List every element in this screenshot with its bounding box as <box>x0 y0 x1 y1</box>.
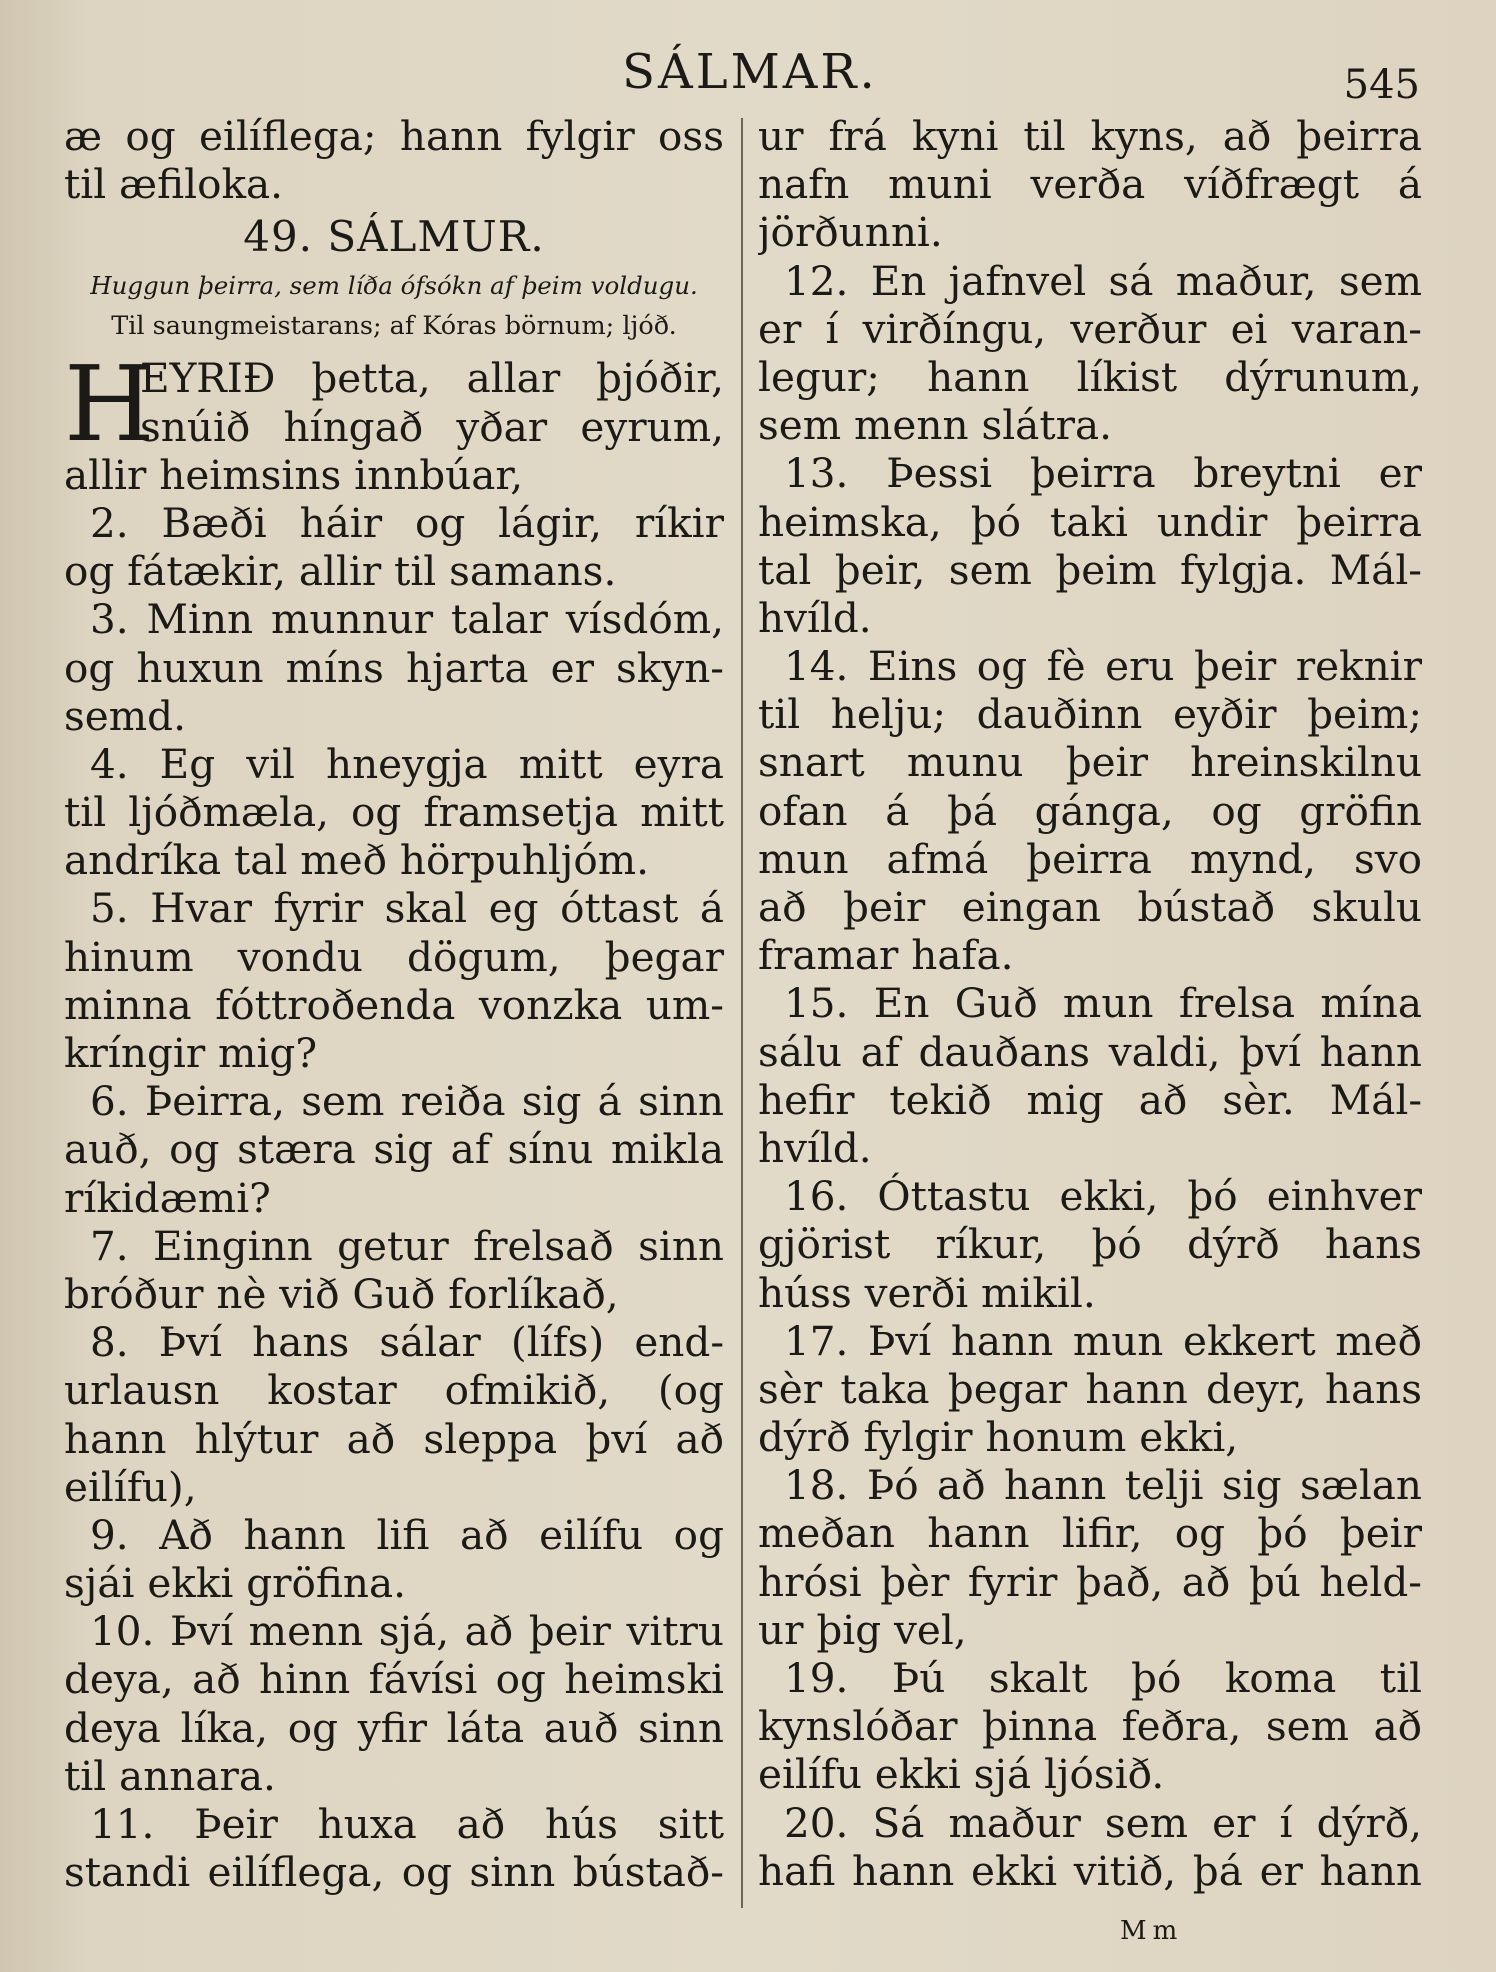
text-line: meðan hann lifir, og þó þeir <box>758 1509 1422 1558</box>
verse-line: 11. Þeir huxa að hús sitt <box>90 1800 724 1848</box>
text-line: hann hlýtur að sleppa því að <box>64 1414 724 1463</box>
verse-line: 9. Að hann lifi að eilífu og <box>90 1510 724 1559</box>
text-line: tal þeir, sem þeim fylgja. Mál- <box>758 545 1422 594</box>
text-line: eilífu ekki sjá ljósið. <box>758 1750 1165 1799</box>
page-number: 545 <box>1343 62 1420 108</box>
text-line: legur; hann líkist dýrunum, <box>758 352 1422 401</box>
verse-line: 13. Þessi þeirra breytni er <box>784 449 1422 498</box>
text-line: sálu af dauðans valdi, því hann <box>758 1027 1422 1076</box>
column-divider <box>741 118 743 1908</box>
text-line: EYRIÐ þetta, allar þjóðir, <box>140 354 724 403</box>
text-line: er í virðíngu, verður ei varan- <box>758 304 1422 353</box>
verse-line: 10. Því menn sjá, að þeir vitru <box>90 1607 724 1656</box>
text-line: semd. <box>64 691 186 740</box>
verse-line: 3. Minn munnur talar vísdóm, <box>90 595 724 644</box>
psalm-subtitle: Huggun þeirra, sem líða ófsókn af þeim voldugu. <box>90 271 698 301</box>
text-line: og fátækir, allir til samans. <box>64 547 617 596</box>
text-line: deya líka, og yfir láta auð sinn <box>64 1703 724 1752</box>
text-line: hvíld. <box>758 593 872 642</box>
text-line: jörðunni. <box>758 208 943 257</box>
verse-line: 6. Þeirra, sem reiða sig á sinn <box>90 1077 724 1126</box>
text-line: bróður nè við Guð forlíkað, <box>64 1269 619 1318</box>
verse-line: 20. Sá maður sem er í dýrð, <box>784 1798 1422 1847</box>
text-line: til annara. <box>64 1751 276 1800</box>
text-line: kynslóðar þinna feðra, sem að <box>758 1702 1422 1751</box>
text-line: deya, að hinn fávísi og heimski <box>64 1655 724 1704</box>
verse-line: 2. Bæði háir og lágir, ríkir <box>90 498 724 547</box>
text-line: til æfiloka. <box>64 160 284 209</box>
text-line: ur þig vel, <box>758 1605 967 1654</box>
text-line: ríkidæmi? <box>64 1173 271 1222</box>
drop-capital: H <box>64 343 155 466</box>
verse-line: 5. Hvar fyrir skal eg óttast á <box>90 884 724 933</box>
verse-line: 14. Eins og fè eru þeir reknir <box>784 642 1422 691</box>
text-line: æ og eilíflega; hann fylgir oss <box>64 112 724 160</box>
left-column <box>64 112 724 1896</box>
text-line: allir heimsins innbúar, <box>64 450 524 499</box>
dropcap-paragraph <box>64 343 724 466</box>
verse-line: 16. Óttastu ekki, þó einhver <box>784 1172 1422 1221</box>
text-line: andríka tal með hörpuhljóm. <box>64 836 649 885</box>
text-line: og huxun míns hjarta er skyn- <box>64 643 724 692</box>
verse-line: 7. Einginn getur frelsað sinn <box>90 1221 724 1270</box>
text-line: sjái ekki gröfina. <box>64 1559 406 1608</box>
text-line: hrósi þèr fyrir það, að þú held- <box>758 1557 1422 1606</box>
text-line: sèr taka þegar hann deyr, hans <box>758 1364 1422 1413</box>
text-line: heimska, þó taki undir þeirra <box>758 497 1422 546</box>
verse-line: 17. Því hann mun ekkert með <box>784 1316 1422 1365</box>
text-line: dýrð fylgir honum ekki, <box>758 1413 1239 1462</box>
text-line: til helju; dauðinn eyðir þeim; <box>758 690 1422 739</box>
signature-mark: Mm <box>1120 1916 1184 1946</box>
text-line: ofan á þá gánga, og gröfin <box>758 786 1422 835</box>
text-line: nafn muni verða víðfrægt á <box>758 160 1422 209</box>
text-line: kríngir mig? <box>64 1029 318 1077</box>
verse-line: 12. En jafnvel sá maður, sem <box>784 256 1422 305</box>
text-line: urlausn kostar ofmikið, (og <box>64 1366 724 1415</box>
text-line: eilífu), <box>64 1462 197 1511</box>
right-column <box>758 112 1422 1895</box>
text-line: hafi hann ekki vitið, þá er hann <box>758 1846 1422 1895</box>
text-line: snart munu þeir hreinskilnu <box>758 738 1422 787</box>
text-line: standi eilíflega, og sinn bústað- <box>64 1848 724 1897</box>
running-title: SÁLMAR. <box>622 44 878 100</box>
text-line: gjörist ríkur, þó dýrð hans <box>758 1220 1422 1269</box>
text-line: minna fóttroðenda vonzka um- <box>64 980 724 1029</box>
text-line: ur frá kyni til kyns, að þeirra <box>758 112 1422 160</box>
text-line: framar hafa. <box>758 931 1014 980</box>
text-line: hvíld. <box>758 1123 872 1172</box>
verse-line: 15. En Guð mun frelsa mína <box>784 979 1422 1028</box>
text-line: hefir tekið mig að sèr. Mál- <box>758 1075 1422 1124</box>
running-head <box>0 44 1496 108</box>
verse-line: 8. Því hans sálar (lífs) end- <box>90 1318 724 1367</box>
text-line: húss verði mikil. <box>758 1268 1096 1317</box>
text-line: til ljóðmæla, og framsetja mitt <box>64 788 724 837</box>
verse-line: 18. Þó að hann telji sig sælan <box>784 1461 1422 1510</box>
psalm-instruction: Til saungmeistarans; af Kóras börnum; ljóð. <box>111 311 677 342</box>
text-line: mun afmá þeirra mynd, svo <box>758 834 1422 883</box>
text-line: hinum vondu dögum, þegar <box>64 932 724 981</box>
psalm-heading: 49. SÁLMUR. <box>243 212 545 262</box>
text-line: snúið híngað yðar eyrum, <box>140 402 724 451</box>
text-line: að þeir eingan bústað skulu <box>758 883 1422 931</box>
text-line: sem menn slátra. <box>758 401 1112 450</box>
text-line: auð, og stæra sig af sínu mikla <box>64 1125 724 1174</box>
verse-line: 19. Þú skalt þó koma til <box>784 1654 1422 1702</box>
verse-line: 4. Eg vil hneygja mitt eyra <box>90 739 724 788</box>
